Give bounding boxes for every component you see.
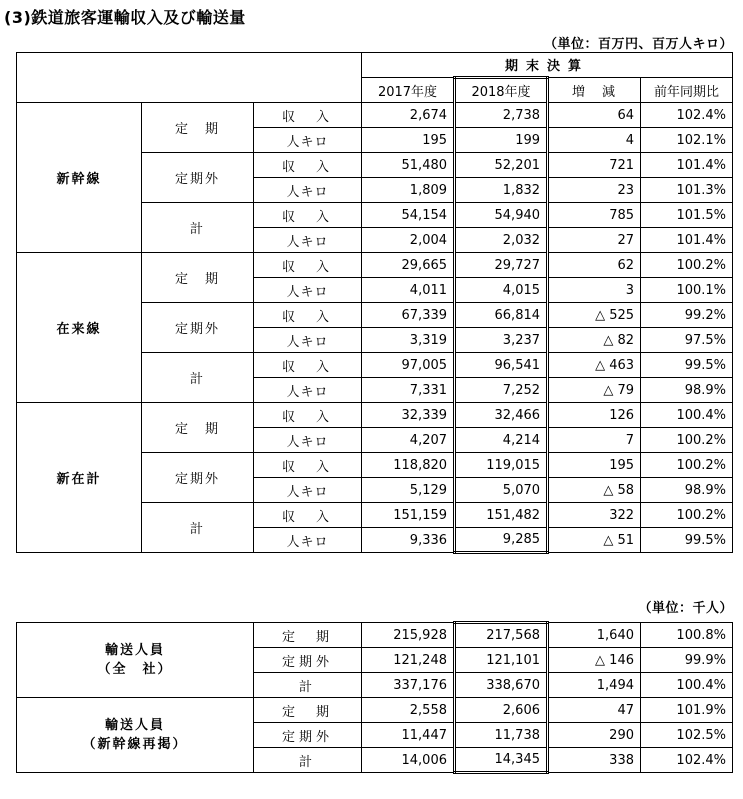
passenger-group-subtitle: （新幹線再掲） bbox=[82, 737, 188, 752]
item-label: 収 入 bbox=[254, 203, 362, 228]
value-ratio: 102.4% bbox=[641, 748, 733, 773]
item-label: 定 期 bbox=[254, 698, 362, 723]
value-2018: 32,466 bbox=[455, 403, 548, 428]
value-2017: 7,331 bbox=[362, 378, 455, 403]
header-ratio: 前年同期比 bbox=[641, 78, 733, 103]
value-2018: 9,285 bbox=[455, 528, 548, 553]
section-label: 在来線 bbox=[17, 253, 142, 403]
value-2018: 2,032 bbox=[455, 228, 548, 253]
table-row bbox=[17, 698, 733, 723]
value-2017: 2,004 bbox=[362, 228, 455, 253]
passenger-group-title: 輸送人員 bbox=[104, 718, 165, 733]
item-label: 収 入 bbox=[254, 403, 362, 428]
value-2017: 3,319 bbox=[362, 328, 455, 353]
value-diff: △ 79 bbox=[548, 378, 641, 403]
value-2018: 2,738 bbox=[455, 103, 548, 128]
section-label: 新幹線 bbox=[17, 103, 142, 253]
value-ratio: 100.2% bbox=[641, 253, 733, 278]
value-diff: △ 58 bbox=[548, 478, 641, 503]
value-2018: 54,940 bbox=[455, 203, 548, 228]
value-2018: 5,070 bbox=[455, 478, 548, 503]
value-2018: 11,738 bbox=[455, 723, 548, 748]
value-ratio: 101.9% bbox=[641, 698, 733, 723]
value-2017: 4,207 bbox=[362, 428, 455, 453]
value-2017: 11,447 bbox=[362, 723, 455, 748]
value-diff: △ 525 bbox=[548, 303, 641, 328]
value-2017: 1,809 bbox=[362, 178, 455, 203]
subsection-label: 定期外 bbox=[142, 303, 254, 353]
value-diff: △ 82 bbox=[548, 328, 641, 353]
value-2018: 29,727 bbox=[455, 253, 548, 278]
item-label: 定期外 bbox=[254, 648, 362, 673]
table-row bbox=[17, 103, 733, 128]
value-2017: 5,129 bbox=[362, 478, 455, 503]
value-ratio: 102.1% bbox=[641, 128, 733, 153]
item-label: 人キロ bbox=[254, 228, 362, 253]
table-row bbox=[17, 253, 733, 278]
value-2017: 195 bbox=[362, 128, 455, 153]
value-2018: 121,101 bbox=[455, 648, 548, 673]
item-label: 人キロ bbox=[254, 328, 362, 353]
value-2018: 66,814 bbox=[455, 303, 548, 328]
value-diff: 47 bbox=[548, 698, 641, 723]
value-ratio: 99.9% bbox=[641, 648, 733, 673]
value-2018: 2,606 bbox=[455, 698, 548, 723]
value-diff: 322 bbox=[548, 503, 641, 528]
value-ratio: 100.8% bbox=[641, 623, 733, 648]
value-ratio: 101.3% bbox=[641, 178, 733, 203]
value-diff: 1,640 bbox=[548, 623, 641, 648]
subsection-label: 定 期 bbox=[142, 403, 254, 453]
value-diff: 27 bbox=[548, 228, 641, 253]
section-label: 新在計 bbox=[17, 403, 142, 553]
value-2018: 7,252 bbox=[455, 378, 548, 403]
value-diff: 64 bbox=[548, 103, 641, 128]
subsection-label: 定期外 bbox=[142, 453, 254, 503]
value-2017: 51,480 bbox=[362, 153, 455, 178]
header-2017: 2017年度 bbox=[362, 78, 455, 103]
value-2018: 96,541 bbox=[455, 353, 548, 378]
value-ratio: 99.5% bbox=[641, 353, 733, 378]
item-label: 定 期 bbox=[254, 623, 362, 648]
subsection-label: 計 bbox=[142, 203, 254, 253]
value-2018: 199 bbox=[455, 128, 548, 153]
value-2018: 338,670 bbox=[455, 673, 548, 698]
value-ratio: 100.4% bbox=[641, 673, 733, 698]
item-label: 収 入 bbox=[254, 153, 362, 178]
value-ratio: 97.5% bbox=[641, 328, 733, 353]
item-label: 収 入 bbox=[254, 103, 362, 128]
item-label: 人キロ bbox=[254, 478, 362, 503]
value-diff: △ 51 bbox=[548, 528, 641, 553]
table-row bbox=[17, 623, 733, 648]
value-2018: 119,015 bbox=[455, 453, 548, 478]
value-diff: 7 bbox=[548, 428, 641, 453]
item-label: 人キロ bbox=[254, 428, 362, 453]
item-label: 収 入 bbox=[254, 303, 362, 328]
subsection-label: 定 期 bbox=[142, 253, 254, 303]
value-2017: 2,558 bbox=[362, 698, 455, 723]
item-label: 計 bbox=[254, 748, 362, 773]
value-2017: 14,006 bbox=[362, 748, 455, 773]
value-diff: △ 146 bbox=[548, 648, 641, 673]
item-label: 人キロ bbox=[254, 528, 362, 553]
value-2018: 217,568 bbox=[455, 623, 548, 648]
value-ratio: 100.2% bbox=[641, 453, 733, 478]
header-row-group bbox=[17, 53, 733, 78]
item-label: 人キロ bbox=[254, 378, 362, 403]
value-ratio: 101.5% bbox=[641, 203, 733, 228]
value-ratio: 102.4% bbox=[641, 103, 733, 128]
value-ratio: 102.5% bbox=[641, 723, 733, 748]
item-label: 収 入 bbox=[254, 253, 362, 278]
value-2017: 29,665 bbox=[362, 253, 455, 278]
item-label: 人キロ bbox=[254, 178, 362, 203]
header-diff: 増 減 bbox=[548, 78, 641, 103]
value-ratio: 100.4% bbox=[641, 403, 733, 428]
item-label: 収 入 bbox=[254, 453, 362, 478]
revenue-table bbox=[16, 52, 733, 554]
value-ratio: 98.9% bbox=[641, 378, 733, 403]
value-2017: 54,154 bbox=[362, 203, 455, 228]
passenger-group-label bbox=[17, 623, 254, 698]
subsection-label: 計 bbox=[142, 503, 254, 553]
value-ratio: 100.2% bbox=[641, 428, 733, 453]
value-2017: 97,005 bbox=[362, 353, 455, 378]
value-diff: 3 bbox=[548, 278, 641, 303]
value-2017: 337,176 bbox=[362, 673, 455, 698]
header-blank-cell bbox=[17, 53, 362, 103]
value-2017: 215,928 bbox=[362, 623, 455, 648]
value-ratio: 101.4% bbox=[641, 228, 733, 253]
value-2017: 118,820 bbox=[362, 453, 455, 478]
value-ratio: 99.2% bbox=[641, 303, 733, 328]
unit-label-passengers: （単位：千人） bbox=[638, 601, 733, 616]
value-2018: 52,201 bbox=[455, 153, 548, 178]
value-diff: 4 bbox=[548, 128, 641, 153]
header-2018: 2018年度 bbox=[455, 78, 548, 103]
passenger-group-label bbox=[17, 698, 254, 773]
value-2018: 1,832 bbox=[455, 178, 548, 203]
value-2017: 4,011 bbox=[362, 278, 455, 303]
value-2018: 151,482 bbox=[455, 503, 548, 528]
value-2018: 3,237 bbox=[455, 328, 548, 353]
value-ratio: 98.9% bbox=[641, 478, 733, 503]
value-2017: 67,339 bbox=[362, 303, 455, 328]
passenger-group-subtitle: （全 社） bbox=[97, 662, 173, 677]
subsection-label: 計 bbox=[142, 353, 254, 403]
value-2017: 9,336 bbox=[362, 528, 455, 553]
value-diff: △ 463 bbox=[548, 353, 641, 378]
header-period-end: 期末決算 bbox=[362, 53, 733, 78]
value-ratio: 100.1% bbox=[641, 278, 733, 303]
subsection-label: 定 期 bbox=[142, 103, 254, 153]
value-2018: 4,214 bbox=[455, 428, 548, 453]
item-label: 計 bbox=[254, 673, 362, 698]
value-ratio: 99.5% bbox=[641, 528, 733, 553]
item-label: 収 入 bbox=[254, 353, 362, 378]
value-diff: 195 bbox=[548, 453, 641, 478]
value-2017: 121,248 bbox=[362, 648, 455, 673]
passenger-table bbox=[16, 621, 733, 774]
value-diff: 338 bbox=[548, 748, 641, 773]
value-diff: 721 bbox=[548, 153, 641, 178]
value-2018: 14,345 bbox=[455, 748, 548, 773]
item-label: 収 入 bbox=[254, 503, 362, 528]
value-2018: 4,015 bbox=[455, 278, 548, 303]
table-row bbox=[17, 403, 733, 428]
item-label: 人キロ bbox=[254, 278, 362, 303]
value-diff: 23 bbox=[548, 178, 641, 203]
unit-label-revenue: （単位：百万円、百万人キロ） bbox=[543, 37, 733, 52]
value-diff: 126 bbox=[548, 403, 641, 428]
value-diff: 290 bbox=[548, 723, 641, 748]
page-title: (3)鉄道旅客運輸収入及び輸送量 bbox=[4, 8, 246, 27]
value-diff: 785 bbox=[548, 203, 641, 228]
passenger-group-title: 輸送人員 bbox=[104, 643, 165, 658]
subsection-label: 定期外 bbox=[142, 153, 254, 203]
value-ratio: 100.2% bbox=[641, 503, 733, 528]
value-2017: 32,339 bbox=[362, 403, 455, 428]
value-diff: 1,494 bbox=[548, 673, 641, 698]
item-label: 人キロ bbox=[254, 128, 362, 153]
value-diff: 62 bbox=[548, 253, 641, 278]
value-2017: 2,674 bbox=[362, 103, 455, 128]
item-label: 定期外 bbox=[254, 723, 362, 748]
value-2017: 151,159 bbox=[362, 503, 455, 528]
value-ratio: 101.4% bbox=[641, 153, 733, 178]
